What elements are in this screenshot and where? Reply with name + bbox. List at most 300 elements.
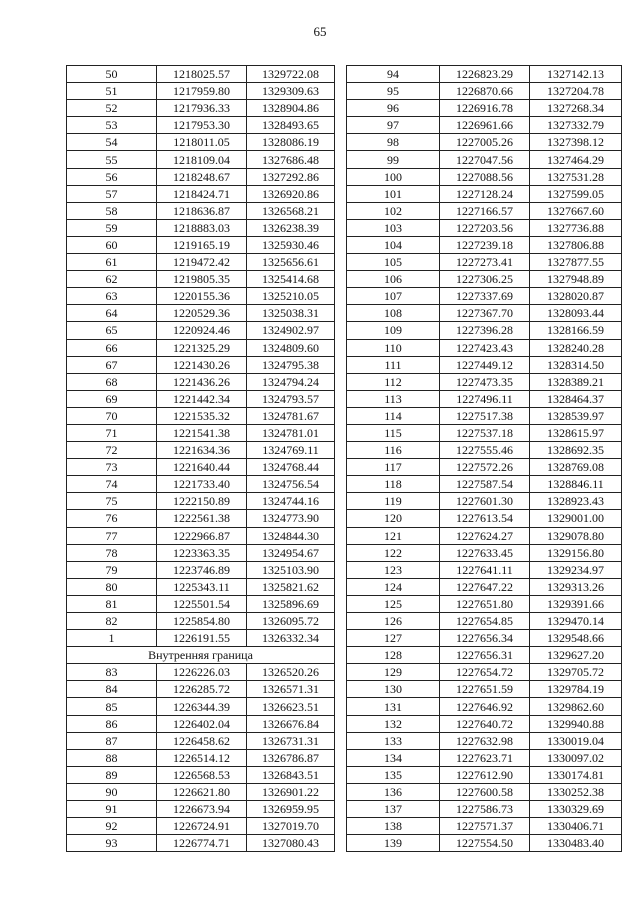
y-coordinate-cell: 1328166.59 bbox=[530, 322, 622, 339]
x-coordinate-cell: 1221325.29 bbox=[157, 339, 247, 356]
y-coordinate-cell: 1329548.66 bbox=[530, 630, 622, 647]
y-coordinate-cell: 1326520.26 bbox=[247, 664, 335, 681]
table-row bbox=[67, 134, 335, 151]
point-number-cell: 99 bbox=[347, 151, 440, 168]
point-number-cell: 53 bbox=[67, 117, 157, 134]
table-row bbox=[347, 356, 622, 373]
x-coordinate-cell: 1221436.26 bbox=[157, 373, 247, 390]
point-number-cell: 109 bbox=[347, 322, 440, 339]
point-number-cell: 88 bbox=[67, 749, 157, 766]
x-coordinate-cell: 1227640.72 bbox=[440, 715, 530, 732]
table-row bbox=[67, 254, 335, 271]
y-coordinate-cell: 1329627.20 bbox=[530, 647, 622, 664]
y-coordinate-cell: 1326568.21 bbox=[247, 202, 335, 219]
table-row bbox=[347, 766, 622, 783]
point-number-cell: 61 bbox=[67, 254, 157, 271]
x-coordinate-cell: 1227633.45 bbox=[440, 544, 530, 561]
y-coordinate-cell: 1328769.08 bbox=[530, 459, 622, 476]
x-coordinate-cell: 1226961.66 bbox=[440, 117, 530, 134]
table-row bbox=[67, 578, 335, 595]
y-coordinate-cell: 1327204.78 bbox=[530, 83, 622, 100]
y-coordinate-cell: 1330329.69 bbox=[530, 801, 622, 818]
x-coordinate-cell: 1220529.36 bbox=[157, 305, 247, 322]
y-coordinate-cell: 1330483.40 bbox=[530, 835, 622, 852]
table-row bbox=[67, 390, 335, 407]
table-row bbox=[347, 459, 622, 476]
y-coordinate-cell: 1326238.39 bbox=[247, 219, 335, 236]
point-number-cell: 106 bbox=[347, 271, 440, 288]
coordinates-table-left bbox=[66, 65, 335, 852]
table-row bbox=[347, 493, 622, 510]
y-coordinate-cell: 1328493.65 bbox=[247, 117, 335, 134]
table-row bbox=[347, 749, 622, 766]
table-row bbox=[67, 527, 335, 544]
table-row bbox=[67, 801, 335, 818]
table-row bbox=[347, 185, 622, 202]
point-number-cell: 77 bbox=[67, 527, 157, 544]
x-coordinate-cell: 1227473.35 bbox=[440, 373, 530, 390]
table-row bbox=[347, 698, 622, 715]
point-number-cell: 89 bbox=[67, 766, 157, 783]
table-row bbox=[347, 66, 622, 83]
table-row bbox=[67, 681, 335, 698]
x-coordinate-cell: 1227656.34 bbox=[440, 630, 530, 647]
point-number-cell: 62 bbox=[67, 271, 157, 288]
y-coordinate-cell: 1327686.48 bbox=[247, 151, 335, 168]
table-row bbox=[347, 236, 622, 253]
y-coordinate-cell: 1326332.34 bbox=[247, 630, 335, 647]
y-coordinate-cell: 1324954.67 bbox=[247, 544, 335, 561]
y-coordinate-cell: 1327806.88 bbox=[530, 236, 622, 253]
x-coordinate-cell: 1227613.54 bbox=[440, 510, 530, 527]
y-coordinate-cell: 1326623.51 bbox=[247, 698, 335, 715]
point-number-cell: 75 bbox=[67, 493, 157, 510]
x-coordinate-cell: 1227337.69 bbox=[440, 288, 530, 305]
x-coordinate-cell: 1219472.42 bbox=[157, 254, 247, 271]
point-number-cell: 81 bbox=[67, 595, 157, 612]
table-row bbox=[347, 322, 622, 339]
x-coordinate-cell: 1222150.89 bbox=[157, 493, 247, 510]
table-row bbox=[67, 835, 335, 852]
point-number-cell: 115 bbox=[347, 424, 440, 441]
y-coordinate-cell: 1326731.31 bbox=[247, 732, 335, 749]
point-number-cell: 129 bbox=[347, 664, 440, 681]
point-number-cell: 72 bbox=[67, 442, 157, 459]
table-row bbox=[67, 185, 335, 202]
table-row bbox=[347, 254, 622, 271]
point-number-cell: 82 bbox=[67, 613, 157, 630]
x-coordinate-cell: 1218248.67 bbox=[157, 168, 247, 185]
x-coordinate-cell: 1217953.30 bbox=[157, 117, 247, 134]
table-row bbox=[67, 339, 335, 356]
y-coordinate-cell: 1330406.71 bbox=[530, 818, 622, 835]
y-coordinate-cell: 1327599.05 bbox=[530, 185, 622, 202]
point-number-cell: 64 bbox=[67, 305, 157, 322]
point-number-cell: 126 bbox=[347, 613, 440, 630]
point-number-cell: 79 bbox=[67, 561, 157, 578]
y-coordinate-cell: 1326095.72 bbox=[247, 613, 335, 630]
point-number-cell: 71 bbox=[67, 424, 157, 441]
table-row bbox=[67, 561, 335, 578]
table-row bbox=[347, 373, 622, 390]
table-row bbox=[347, 561, 622, 578]
table-row bbox=[347, 527, 622, 544]
y-coordinate-cell: 1327464.29 bbox=[530, 151, 622, 168]
table-row bbox=[67, 168, 335, 185]
table-row bbox=[347, 801, 622, 818]
section-row bbox=[67, 647, 335, 664]
table-row bbox=[347, 681, 622, 698]
table-row bbox=[347, 424, 622, 441]
point-number-cell: 60 bbox=[67, 236, 157, 253]
point-number-cell: 116 bbox=[347, 442, 440, 459]
y-coordinate-cell: 1329001.00 bbox=[530, 510, 622, 527]
x-coordinate-cell: 1226402.04 bbox=[157, 715, 247, 732]
x-coordinate-cell: 1227088.56 bbox=[440, 168, 530, 185]
y-coordinate-cell: 1329470.14 bbox=[530, 613, 622, 630]
x-coordinate-cell: 1218883.03 bbox=[157, 219, 247, 236]
y-coordinate-cell: 1330019.04 bbox=[530, 732, 622, 749]
x-coordinate-cell: 1227587.54 bbox=[440, 476, 530, 493]
table-row bbox=[347, 305, 622, 322]
x-coordinate-cell: 1222966.87 bbox=[157, 527, 247, 544]
y-coordinate-cell: 1329156.80 bbox=[530, 544, 622, 561]
x-coordinate-cell: 1227623.71 bbox=[440, 749, 530, 766]
x-coordinate-cell: 1227612.90 bbox=[440, 766, 530, 783]
table-row bbox=[67, 442, 335, 459]
x-coordinate-cell: 1219805.35 bbox=[157, 271, 247, 288]
y-coordinate-cell: 1330097.02 bbox=[530, 749, 622, 766]
table-row bbox=[347, 219, 622, 236]
point-number-cell: 118 bbox=[347, 476, 440, 493]
y-coordinate-cell: 1324809.60 bbox=[247, 339, 335, 356]
y-coordinate-cell: 1327080.43 bbox=[247, 835, 335, 852]
y-coordinate-cell: 1325038.31 bbox=[247, 305, 335, 322]
x-coordinate-cell: 1227166.57 bbox=[440, 202, 530, 219]
table-row bbox=[67, 818, 335, 835]
y-coordinate-cell: 1329784.19 bbox=[530, 681, 622, 698]
x-coordinate-cell: 1226724.91 bbox=[157, 818, 247, 835]
x-coordinate-cell: 1227651.59 bbox=[440, 681, 530, 698]
table-row bbox=[67, 271, 335, 288]
y-coordinate-cell: 1329078.80 bbox=[530, 527, 622, 544]
y-coordinate-cell: 1326843.51 bbox=[247, 766, 335, 783]
table-row bbox=[67, 202, 335, 219]
table-row bbox=[67, 732, 335, 749]
x-coordinate-cell: 1225501.54 bbox=[157, 595, 247, 612]
table-row bbox=[347, 476, 622, 493]
y-coordinate-cell: 1325821.62 bbox=[247, 578, 335, 595]
x-coordinate-cell: 1225343.11 bbox=[157, 578, 247, 595]
x-coordinate-cell: 1227396.28 bbox=[440, 322, 530, 339]
point-number-cell: 56 bbox=[67, 168, 157, 185]
point-number-cell: 92 bbox=[67, 818, 157, 835]
x-coordinate-cell: 1223363.35 bbox=[157, 544, 247, 561]
point-number-cell: 97 bbox=[347, 117, 440, 134]
x-coordinate-cell: 1227555.46 bbox=[440, 442, 530, 459]
point-number-cell: 114 bbox=[347, 407, 440, 424]
coordinates-table-right bbox=[346, 65, 622, 852]
table-row bbox=[67, 100, 335, 117]
point-number-cell: 65 bbox=[67, 322, 157, 339]
x-coordinate-cell: 1218636.87 bbox=[157, 202, 247, 219]
table-row bbox=[67, 476, 335, 493]
table-row bbox=[347, 339, 622, 356]
x-coordinate-cell: 1227651.80 bbox=[440, 595, 530, 612]
y-coordinate-cell: 1326901.22 bbox=[247, 783, 335, 800]
point-number-cell: 58 bbox=[67, 202, 157, 219]
x-coordinate-cell: 1227624.27 bbox=[440, 527, 530, 544]
y-coordinate-cell: 1327948.89 bbox=[530, 271, 622, 288]
y-coordinate-cell: 1324844.30 bbox=[247, 527, 335, 544]
table-row bbox=[347, 578, 622, 595]
point-number-cell: 123 bbox=[347, 561, 440, 578]
y-coordinate-cell: 1328846.11 bbox=[530, 476, 622, 493]
y-coordinate-cell: 1324756.54 bbox=[247, 476, 335, 493]
point-number-cell: 69 bbox=[67, 390, 157, 407]
point-number-cell: 73 bbox=[67, 459, 157, 476]
point-number-cell: 98 bbox=[347, 134, 440, 151]
table-row bbox=[67, 698, 335, 715]
x-coordinate-cell: 1227654.72 bbox=[440, 664, 530, 681]
point-number-cell: 127 bbox=[347, 630, 440, 647]
point-number-cell: 68 bbox=[67, 373, 157, 390]
table-row bbox=[347, 168, 622, 185]
y-coordinate-cell: 1328615.97 bbox=[530, 424, 622, 441]
point-number-cell: 100 bbox=[347, 168, 440, 185]
point-number-cell: 138 bbox=[347, 818, 440, 835]
y-coordinate-cell: 1329722.08 bbox=[247, 66, 335, 83]
y-coordinate-cell: 1328389.21 bbox=[530, 373, 622, 390]
y-coordinate-cell: 1324781.01 bbox=[247, 424, 335, 441]
x-coordinate-cell: 1227517.38 bbox=[440, 407, 530, 424]
x-coordinate-cell: 1222561.38 bbox=[157, 510, 247, 527]
y-coordinate-cell: 1325103.90 bbox=[247, 561, 335, 578]
y-coordinate-cell: 1324793.57 bbox=[247, 390, 335, 407]
y-coordinate-cell: 1324744.16 bbox=[247, 493, 335, 510]
y-coordinate-cell: 1329940.88 bbox=[530, 715, 622, 732]
page-number: 65 bbox=[313, 24, 327, 39]
y-coordinate-cell: 1329313.26 bbox=[530, 578, 622, 595]
y-coordinate-cell: 1330252.38 bbox=[530, 783, 622, 800]
y-coordinate-cell: 1325210.05 bbox=[247, 288, 335, 305]
x-coordinate-cell: 1227423.43 bbox=[440, 339, 530, 356]
y-coordinate-cell: 1328904.86 bbox=[247, 100, 335, 117]
table-row bbox=[67, 715, 335, 732]
section-label: Внутренняя граница bbox=[67, 647, 335, 664]
point-number-cell: 131 bbox=[347, 698, 440, 715]
point-number-cell: 63 bbox=[67, 288, 157, 305]
point-number-cell: 55 bbox=[67, 151, 157, 168]
point-number-cell: 59 bbox=[67, 219, 157, 236]
y-coordinate-cell: 1328539.97 bbox=[530, 407, 622, 424]
y-coordinate-cell: 1327736.88 bbox=[530, 219, 622, 236]
point-number-cell: 91 bbox=[67, 801, 157, 818]
table-row bbox=[67, 83, 335, 100]
y-coordinate-cell: 1324769.11 bbox=[247, 442, 335, 459]
x-coordinate-cell: 1227647.22 bbox=[440, 578, 530, 595]
x-coordinate-cell: 1226621.80 bbox=[157, 783, 247, 800]
table-row bbox=[67, 424, 335, 441]
x-coordinate-cell: 1226673.94 bbox=[157, 801, 247, 818]
x-coordinate-cell: 1227047.56 bbox=[440, 151, 530, 168]
table-row bbox=[347, 202, 622, 219]
x-coordinate-cell: 1227632.98 bbox=[440, 732, 530, 749]
y-coordinate-cell: 1325414.68 bbox=[247, 271, 335, 288]
y-coordinate-cell: 1327019.70 bbox=[247, 818, 335, 835]
x-coordinate-cell: 1227367.70 bbox=[440, 305, 530, 322]
point-number-cell: 67 bbox=[67, 356, 157, 373]
table-row bbox=[347, 595, 622, 612]
x-coordinate-cell: 1226568.53 bbox=[157, 766, 247, 783]
point-number-cell: 136 bbox=[347, 783, 440, 800]
y-coordinate-cell: 1329705.72 bbox=[530, 664, 622, 681]
point-number-cell: 93 bbox=[67, 835, 157, 852]
table-row bbox=[347, 390, 622, 407]
table-row bbox=[67, 630, 335, 647]
point-number-cell: 110 bbox=[347, 339, 440, 356]
point-number-cell: 102 bbox=[347, 202, 440, 219]
point-number-cell: 90 bbox=[67, 783, 157, 800]
table-row bbox=[347, 83, 622, 100]
y-coordinate-cell: 1325930.46 bbox=[247, 236, 335, 253]
y-coordinate-cell: 1327142.13 bbox=[530, 66, 622, 83]
table-row bbox=[347, 544, 622, 561]
table-row bbox=[347, 407, 622, 424]
y-coordinate-cell: 1329309.63 bbox=[247, 83, 335, 100]
y-coordinate-cell: 1327332.79 bbox=[530, 117, 622, 134]
y-coordinate-cell: 1324781.67 bbox=[247, 407, 335, 424]
table-row bbox=[67, 236, 335, 253]
table-row bbox=[67, 544, 335, 561]
point-number-cell: 137 bbox=[347, 801, 440, 818]
x-coordinate-cell: 1226285.72 bbox=[157, 681, 247, 698]
table-row bbox=[67, 322, 335, 339]
point-number-cell: 134 bbox=[347, 749, 440, 766]
y-coordinate-cell: 1324768.44 bbox=[247, 459, 335, 476]
x-coordinate-cell: 1227554.50 bbox=[440, 835, 530, 852]
x-coordinate-cell: 1227601.30 bbox=[440, 493, 530, 510]
point-number-cell: 135 bbox=[347, 766, 440, 783]
table-row bbox=[67, 356, 335, 373]
table-row bbox=[347, 100, 622, 117]
point-number-cell: 83 bbox=[67, 664, 157, 681]
y-coordinate-cell: 1324902.97 bbox=[247, 322, 335, 339]
table-row bbox=[347, 715, 622, 732]
x-coordinate-cell: 1227586.73 bbox=[440, 801, 530, 818]
table-row bbox=[347, 134, 622, 151]
table-row bbox=[67, 664, 335, 681]
y-coordinate-cell: 1328314.50 bbox=[530, 356, 622, 373]
y-coordinate-cell: 1328020.87 bbox=[530, 288, 622, 305]
y-coordinate-cell: 1324795.38 bbox=[247, 356, 335, 373]
table-row bbox=[347, 732, 622, 749]
x-coordinate-cell: 1225854.80 bbox=[157, 613, 247, 630]
point-number-cell: 122 bbox=[347, 544, 440, 561]
point-number-cell: 74 bbox=[67, 476, 157, 493]
point-number-cell: 108 bbox=[347, 305, 440, 322]
x-coordinate-cell: 1227306.25 bbox=[440, 271, 530, 288]
point-number-cell: 104 bbox=[347, 236, 440, 253]
x-coordinate-cell: 1227005.26 bbox=[440, 134, 530, 151]
point-number-cell: 54 bbox=[67, 134, 157, 151]
table-row bbox=[67, 510, 335, 527]
table-row bbox=[347, 647, 622, 664]
point-number-cell: 120 bbox=[347, 510, 440, 527]
table-row bbox=[67, 407, 335, 424]
x-coordinate-cell: 1227571.37 bbox=[440, 818, 530, 835]
point-number-cell: 112 bbox=[347, 373, 440, 390]
table-row bbox=[67, 459, 335, 476]
y-coordinate-cell: 1324794.24 bbox=[247, 373, 335, 390]
y-coordinate-cell: 1328093.44 bbox=[530, 305, 622, 322]
table-row bbox=[347, 783, 622, 800]
x-coordinate-cell: 1219165.19 bbox=[157, 236, 247, 253]
x-coordinate-cell: 1226774.71 bbox=[157, 835, 247, 852]
table-row bbox=[347, 117, 622, 134]
point-number-cell: 96 bbox=[347, 100, 440, 117]
table-row bbox=[347, 442, 622, 459]
x-coordinate-cell: 1221430.26 bbox=[157, 356, 247, 373]
x-coordinate-cell: 1218109.04 bbox=[157, 151, 247, 168]
y-coordinate-cell: 1329391.66 bbox=[530, 595, 622, 612]
x-coordinate-cell: 1221634.36 bbox=[157, 442, 247, 459]
x-coordinate-cell: 1227273.41 bbox=[440, 254, 530, 271]
y-coordinate-cell: 1326920.86 bbox=[247, 185, 335, 202]
y-coordinate-cell: 1329862.60 bbox=[530, 698, 622, 715]
x-coordinate-cell: 1217959.80 bbox=[157, 83, 247, 100]
table-row bbox=[67, 766, 335, 783]
table-row bbox=[347, 151, 622, 168]
x-coordinate-cell: 1227537.18 bbox=[440, 424, 530, 441]
table-row bbox=[67, 783, 335, 800]
x-coordinate-cell: 1226870.66 bbox=[440, 83, 530, 100]
point-number-cell: 124 bbox=[347, 578, 440, 595]
x-coordinate-cell: 1221442.34 bbox=[157, 390, 247, 407]
point-number-cell: 139 bbox=[347, 835, 440, 852]
point-number-cell: 101 bbox=[347, 185, 440, 202]
point-number-cell: 57 bbox=[67, 185, 157, 202]
x-coordinate-cell: 1226458.62 bbox=[157, 732, 247, 749]
table-row bbox=[347, 630, 622, 647]
point-number-cell: 107 bbox=[347, 288, 440, 305]
point-number-cell: 76 bbox=[67, 510, 157, 527]
x-coordinate-cell: 1227128.24 bbox=[440, 185, 530, 202]
y-coordinate-cell: 1328692.35 bbox=[530, 442, 622, 459]
x-coordinate-cell: 1226514.12 bbox=[157, 749, 247, 766]
table-row bbox=[347, 510, 622, 527]
x-coordinate-cell: 1221640.44 bbox=[157, 459, 247, 476]
point-number-cell: 130 bbox=[347, 681, 440, 698]
x-coordinate-cell: 1220924.46 bbox=[157, 322, 247, 339]
x-coordinate-cell: 1221535.32 bbox=[157, 407, 247, 424]
x-coordinate-cell: 1227572.26 bbox=[440, 459, 530, 476]
table-row bbox=[67, 493, 335, 510]
y-coordinate-cell: 1327531.28 bbox=[530, 168, 622, 185]
x-coordinate-cell: 1227449.12 bbox=[440, 356, 530, 373]
table-row bbox=[67, 117, 335, 134]
x-coordinate-cell: 1226226.03 bbox=[157, 664, 247, 681]
y-coordinate-cell: 1325656.61 bbox=[247, 254, 335, 271]
point-number-cell: 111 bbox=[347, 356, 440, 373]
point-number-cell: 85 bbox=[67, 698, 157, 715]
x-coordinate-cell: 1227646.92 bbox=[440, 698, 530, 715]
y-coordinate-cell: 1327667.60 bbox=[530, 202, 622, 219]
x-coordinate-cell: 1227641.11 bbox=[440, 561, 530, 578]
x-coordinate-cell: 1220155.36 bbox=[157, 288, 247, 305]
x-coordinate-cell: 1227203.56 bbox=[440, 219, 530, 236]
x-coordinate-cell: 1223746.89 bbox=[157, 561, 247, 578]
